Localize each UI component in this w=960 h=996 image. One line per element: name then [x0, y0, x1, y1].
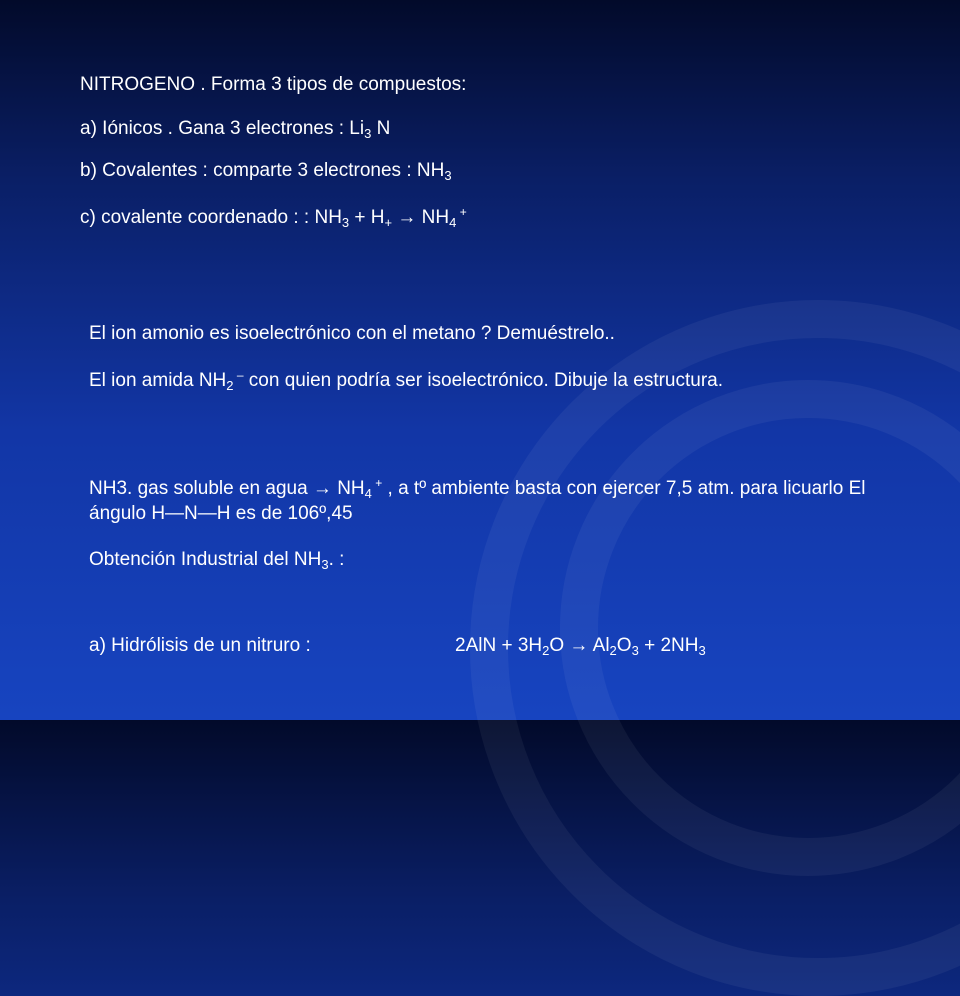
- compound-ionic: a) Iónicos . Gana 3 electrones : $Li_3$ N: [80, 118, 391, 141]
- hidrolisis-equation: $2AlN + 3H_2O \to Al_2O_3 + 2NH_3$: [455, 635, 706, 658]
- industrial-obtention: Obtención Industrial del $NH_3$. :: [89, 549, 345, 572]
- ammonia-properties: NH3. gas soluble en agua → $NH_4$ + , a tº ambiente basta con ejercer 7,5 atm. para licuarlo El ángulo H—N—H es de 106º,45: [89, 476, 866, 525]
- slide-title: NITROGENO . Forma 3 tipos de compuestos:: [80, 74, 467, 95]
- compound-coordinate: c) covalente coordenado : : $NH_3 + H_+ \to NH_4$ +: [80, 205, 467, 230]
- question-amonio: El ion amonio es isoelectrónico con el metano ? Demuéstrelo..: [89, 323, 615, 344]
- question-amida: El ion amida $NH_2$ – con quien podría ser isoelectrónico. Dibuje la estructura.: [89, 368, 724, 393]
- compound-covalent: b) Covalentes : comparte 3 electrones : $NH_3$: [80, 160, 452, 183]
- hidrolisis-label: a) Hidrólisis de un nitruro :: [89, 635, 311, 656]
